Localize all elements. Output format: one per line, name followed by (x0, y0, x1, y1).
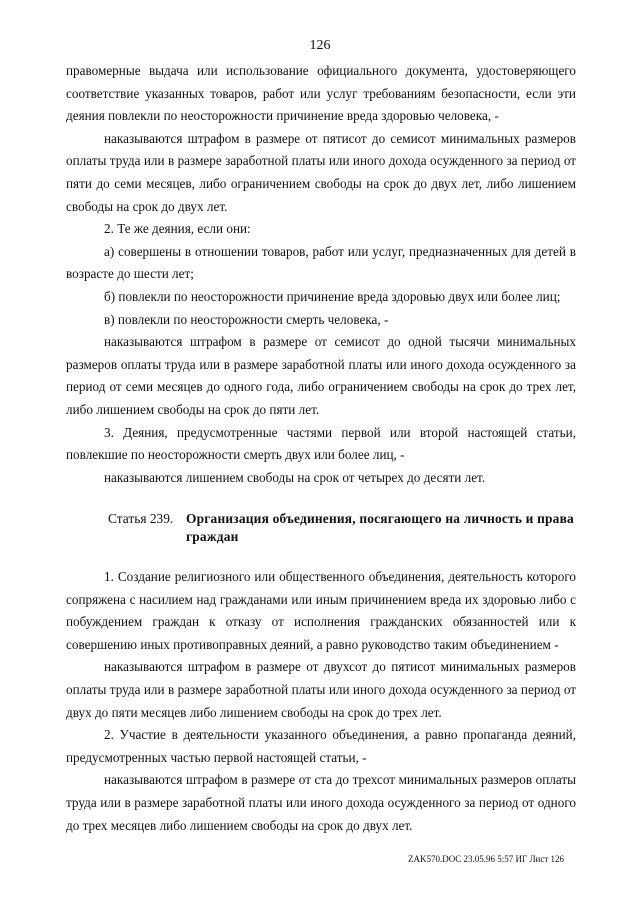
paragraph: наказываются лишением свободы на срок от четырех до десяти лет. (104, 469, 486, 485)
paragraph: наказываются штрафом в размере от пятисот до семисот минимальных размеров оплаты труда или в размере заработной платы или иного дохода осужденного за период от пяти до семи месяцев, либо ограничением свободы на срок до двух лет, либо лишением свободы на срок до двух лет. (66, 130, 576, 214)
paragraph: 2. Участие в деятельности указанного объединения, а равно пропаганда деяний, предусмотренных частью первой настоящей статьи, - (66, 727, 576, 765)
paragraph: наказываются штрафом в размере от ста до трехсот минимальных размеров оплаты труда или в размере заработной платы или иного дохода осужденного за период от одного до трех месяцев либо лишением свободы на срок до двух лет. (66, 772, 576, 833)
paragraph: 2. Те же деяния, если они: (104, 221, 251, 237)
article-heading (108, 510, 588, 546)
paragraph: а) совершены в отношении товаров, работ или услуг, предназначенных для детей в возрасте до шести лет; (66, 243, 576, 282)
paragraph: наказываются штрафом в размере от двухсот до пятисот минимальных размеров оплаты труда или в размере заработной платы или иного дохода осужденного за период от двух до пяти месяцев либо лишением свободы на срок до трех лет. (66, 659, 576, 720)
article-title: Организация объединения, посягающего на личность и права граждан (186, 511, 574, 544)
paragraph: б) повлекли по неосторожности причинение вреда здоровью двух или более лиц; (104, 288, 561, 304)
paragraph: 3. Деяния, предусмотренные частями первой или второй настоящей статьи, повлекшие по неосторожности смерть двух или более лиц, - (66, 424, 576, 463)
paragraph: 1. Создание религиозного или общественного объединения, деятельность которого сопряжена с насилием над гражданами или иным причинением вреда их здоровью либо с побуждением граждан к отказу от исполнения гражданских обязанностей или к совершению иных противоправных деяний, а равно руководство таким объединением - (66, 569, 576, 652)
article-label: Статья 239. (108, 511, 174, 526)
page-number: 126 (309, 38, 331, 53)
paragraph: правомерные выдача или использование официального документа, удостоверяющего соответствие указанных товаров, работ или услуг требованиям безопасности, если эти деяния повлекли по неосторожности причинение вреда здоровью человека, - (66, 63, 576, 124)
bottom-text-section (66, 566, 576, 837)
top-text-section (66, 60, 576, 489)
paragraph: в) повлекли по неосторожности смерть человека, - (104, 311, 389, 327)
paragraph: наказываются штрафом в размере от семисот до одной тысячи минимальных размеров оплаты труда или в размере заработной платы или иного дохода осужденного за период от семи месяцев до одного года, либо ограничением свободы на срок до трех лет, либо лишением свободы на срок до пяти лет. (66, 334, 576, 417)
document-footer: ZAK570.DOC 23.05.96 5:57 ИГ Лист 126 (408, 854, 565, 864)
